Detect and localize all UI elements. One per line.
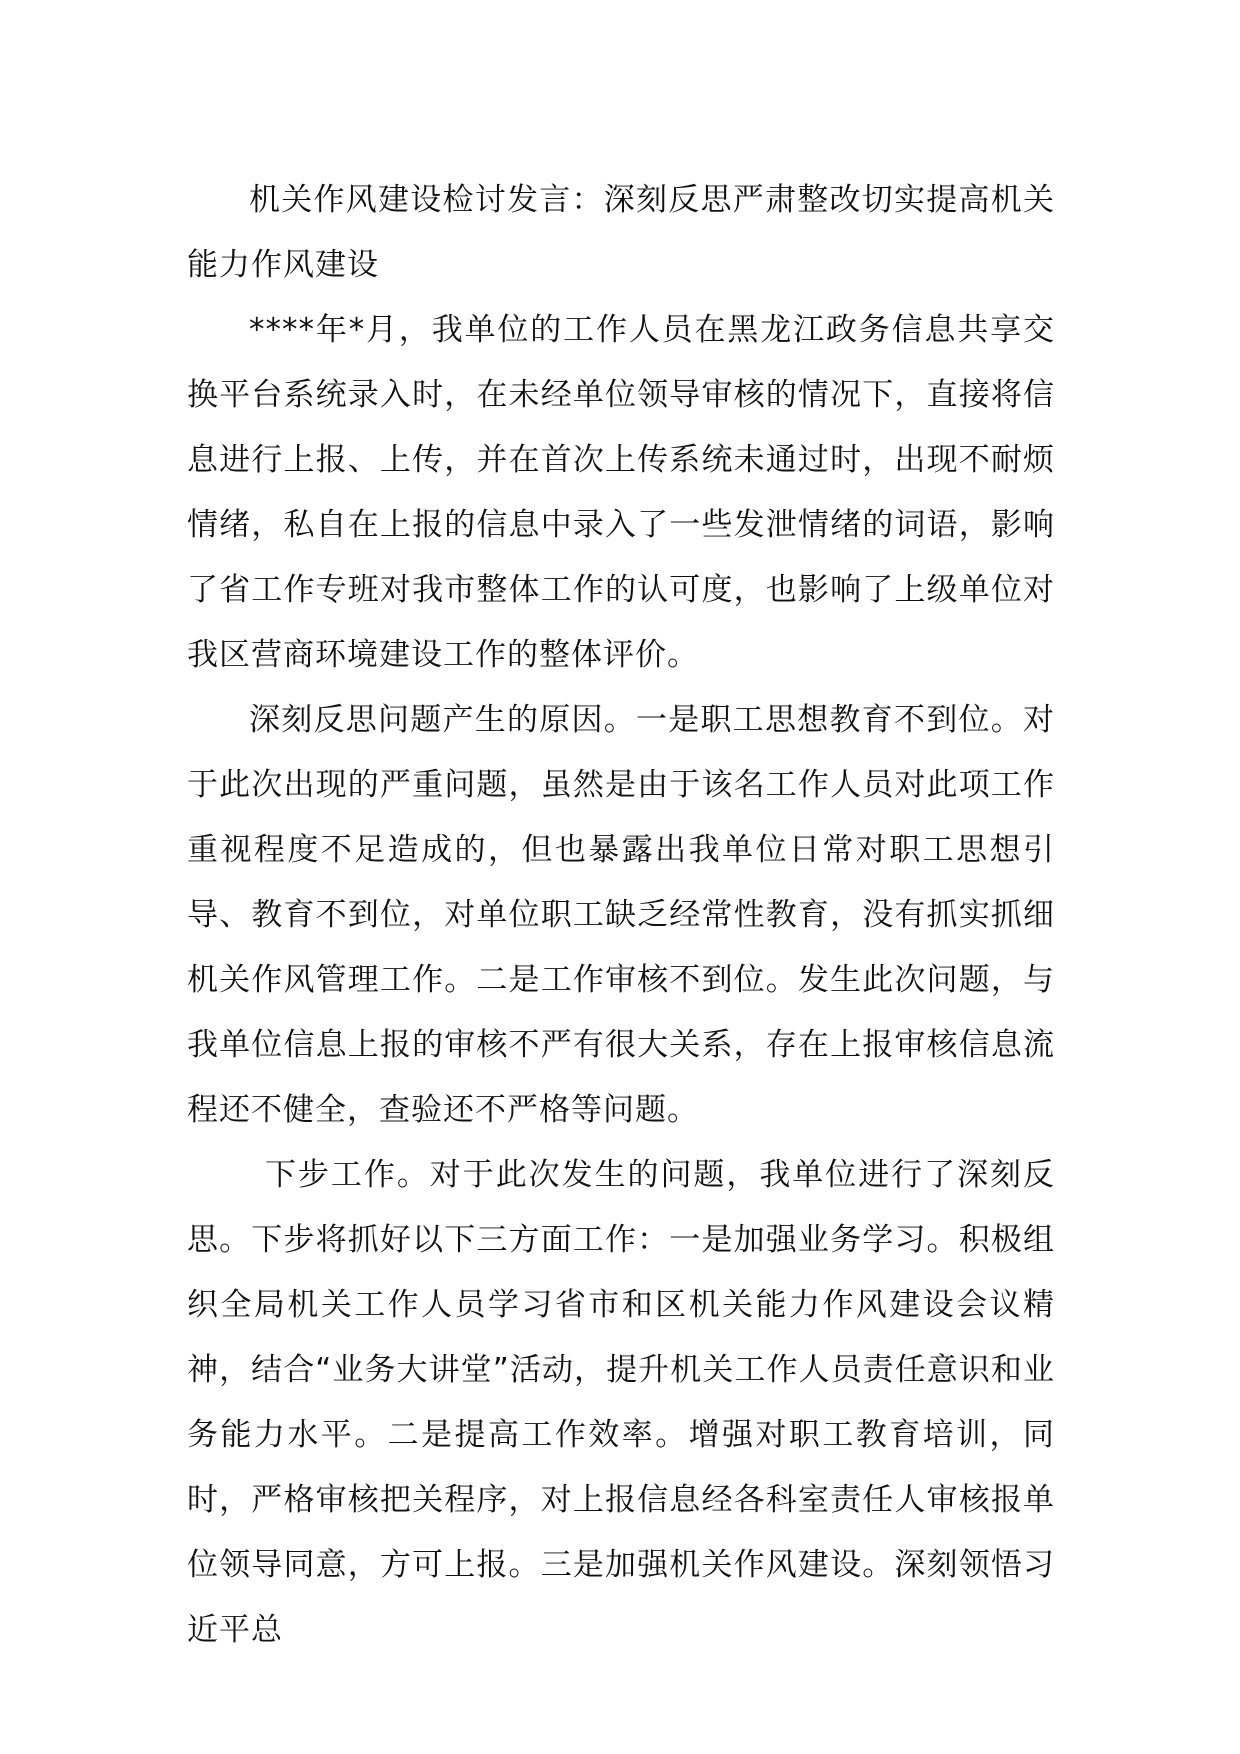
paragraph-causes: 深刻反思问题产生的原因。一是职工思想教育不到位。对于此次出现的严重问题，虽然是由于该名工作人员对此项工作重视程度不足造成的，但也暴露出我单位日常对职工思想引导、教育不到位，对单位职工缺乏经常性教育，没有抓实抓细机关作风管理工作。二是工作审核不到位。发生此次问题，与我单位信息上报的审核不严有很大关系，存在上报审核信息流程还不健全，查验还不严格等问题。	[187, 702, 1055, 1128]
document-title: 机关作风建设检讨发言：深刻反思严肃整改切实提高机关能力作风建设	[187, 182, 1055, 283]
document-body	[187, 168, 1055, 1663]
paragraph-incident: ****年*月，我单位的工作人员在黑龙江政务信息共享交换平台系统录入时，在未经单位领导审核的情况下，直接将信息进行上报、上传，并在首次上传系统未通过时，出现不耐烦情绪，私自在上报的信息中录入了一些发泄情绪的词语，影响了省工作专班对我市整体工作的认可度，也影响了上级单位对我区营商环境建设工作的整体评价。	[187, 312, 1055, 673]
paragraph-next-steps: 下步工作。对于此次发生的问题，我单位进行了深刻反思。下步将抓好以下三方面工作：一是加强业务学习。积极组织全局机关工作人员学习省市和区机关能力作风建设会议精神，结合“业务大讲堂”活动，提升机关工作人员责任意识和业务能力水平。二是提高工作效率。增强对职工教育培训，同时，严格审核把关程序，对上报信息经各科室责任人审核报单位领导同意，方可上报。三是加强机关作风建设。深刻领悟习近平总	[187, 1157, 1055, 1648]
